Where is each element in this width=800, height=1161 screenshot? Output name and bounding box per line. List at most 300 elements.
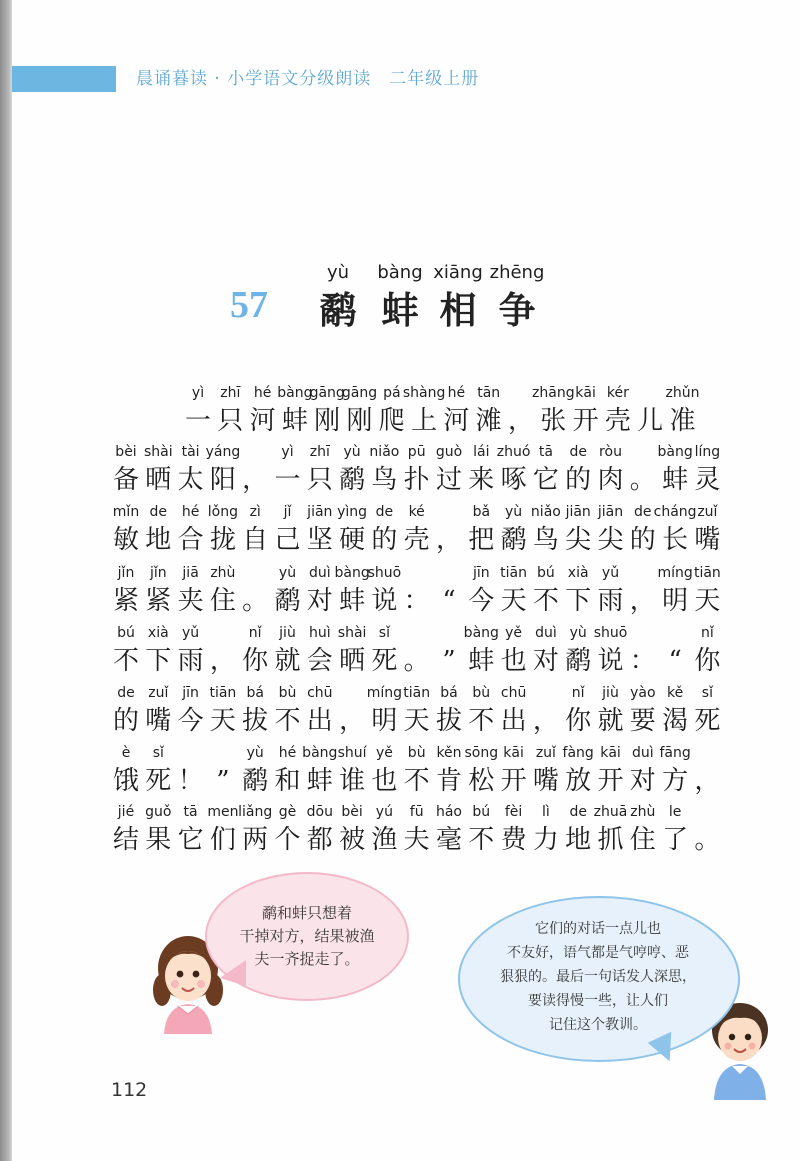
hanzi: 拔 (242, 706, 269, 736)
pinyin: sǐ (378, 625, 390, 641)
bubble-line: 狠狠的。最后一句话发人深思， (500, 969, 696, 985)
pinyin: háo (435, 804, 463, 820)
hanzi: 费 (500, 825, 527, 855)
hanzi-row (0, 403, 800, 439)
hanzi: 蚌 (306, 766, 333, 796)
hanzi: 蚌 (339, 586, 366, 616)
hanzi: 饿 (112, 766, 140, 796)
hanzi: 刚 (346, 406, 373, 436)
hanzi: 住 (629, 825, 656, 855)
hanzi: 和 (274, 766, 301, 796)
hanzi: 的 (112, 706, 140, 736)
hanzi: 己 (274, 525, 301, 555)
pinyin: hé (447, 385, 466, 401)
hanzi: 不 (274, 706, 301, 736)
hanzi: 了 (662, 825, 689, 855)
hanzi: 果 (145, 825, 172, 855)
hanzi: ： (629, 646, 656, 676)
hanzi-row (0, 763, 800, 799)
pinyin: bàng (463, 625, 499, 641)
pinyin: dōu (306, 804, 333, 820)
pinyin: niǎo (530, 504, 561, 520)
pinyin: chū (307, 685, 333, 701)
pinyin: huì (308, 625, 331, 641)
hanzi: 啄 (500, 465, 527, 495)
pinyin: guò (435, 444, 463, 460)
hanzi: 张 (540, 406, 567, 436)
hanzi: 鹬 (339, 465, 366, 495)
hanzi: ” (216, 766, 230, 796)
hanzi: 说 (597, 646, 624, 676)
text-line (0, 745, 800, 809)
hanzi: ， (629, 586, 656, 616)
hanzi: 蚌 (662, 465, 689, 495)
hanzi: 。 (403, 646, 430, 676)
pinyin: yú (375, 804, 393, 820)
hanzi: 死 (145, 766, 172, 796)
pinyin: zì (249, 504, 261, 520)
hanzi: 把 (468, 525, 495, 555)
pinyin: ròu (599, 444, 622, 460)
pinyin: jīn (472, 565, 490, 581)
header-accent-bar (12, 66, 116, 92)
hanzi: 毫 (435, 825, 463, 855)
pinyin: lái (473, 444, 490, 460)
hanzi: 一 (274, 465, 301, 495)
hanzi: 合 (177, 525, 204, 555)
pinyin: kāi (503, 745, 524, 761)
page-number: 112 (111, 1079, 148, 1101)
pinyin: sǐ (152, 745, 164, 761)
pinyin: zuǐ (697, 504, 718, 520)
pinyin: bù (278, 685, 297, 701)
hanzi: 地 (565, 825, 592, 855)
hanzi: 开 (572, 406, 599, 436)
pinyin-row (0, 385, 800, 405)
hanzi: 天 (694, 586, 721, 616)
hanzi: 要 (629, 706, 656, 736)
hanzi: 壳 (403, 525, 430, 555)
hanzi: 地 (145, 525, 172, 555)
hanzi: 扑 (403, 465, 430, 495)
bubble-line: 干掉对方，结果被渔 (239, 927, 375, 945)
pinyin: jiù (602, 685, 619, 701)
pinyin: zhǔn (665, 385, 700, 401)
hanzi: 紧 (145, 586, 172, 616)
series-title: 晨诵暮读 · 小学语文分级朗读 二年级上册 (136, 69, 480, 89)
pinyin: bù (407, 745, 426, 761)
pinyin: bèi (341, 804, 363, 820)
hanzi: 死 (694, 706, 721, 736)
hanzi: 鹬 (242, 766, 269, 796)
pinyin: hé (278, 745, 297, 761)
hanzi: 拢 (209, 525, 236, 555)
hanzi: 滩 (475, 406, 502, 436)
hanzi: 。 (629, 465, 656, 495)
pinyin: jiān (565, 504, 591, 520)
hanzi: 会 (306, 646, 333, 676)
hanzi: 太 (177, 465, 204, 495)
pinyin: shuí (337, 745, 367, 761)
title-character: 争 (498, 288, 536, 332)
pinyin: nǐ (571, 685, 585, 701)
hanzi: 开 (597, 766, 624, 796)
hanzi: 鸟 (532, 525, 559, 555)
pinyin: jiān (597, 504, 624, 520)
hanzi: 拔 (435, 706, 463, 736)
pinyin: nǐ (248, 625, 262, 641)
hanzi: 晒 (339, 646, 366, 676)
pinyin: niǎo (369, 444, 400, 460)
pinyin: de (569, 444, 587, 460)
hanzi: ” (442, 646, 456, 676)
hanzi: 出 (306, 706, 333, 736)
text-line (0, 565, 800, 629)
hanzi: ， (507, 406, 535, 436)
pinyin: liǎng (238, 804, 273, 820)
hanzi: 阳 (209, 465, 236, 495)
hanzi: 夫 (403, 825, 430, 855)
hanzi: 下 (565, 586, 592, 616)
pinyin: zhī (220, 385, 241, 401)
pinyin: lǒng (207, 504, 238, 520)
pinyin: duì (308, 565, 331, 581)
pinyin: zuǐ (535, 745, 556, 761)
pinyin: yě (505, 625, 523, 641)
hanzi: 只 (306, 465, 333, 495)
hanzi: ， (435, 525, 463, 555)
hanzi: 雨 (177, 646, 204, 676)
hanzi: 尖 (565, 525, 592, 555)
pinyin: kěn (436, 745, 462, 761)
hanzi: 紧 (112, 586, 140, 616)
hanzi: 天 (209, 706, 236, 736)
hanzi: 它 (177, 825, 204, 855)
hanzi: 也 (500, 646, 527, 676)
hanzi-row (0, 703, 800, 739)
hanzi: 鸟 (371, 465, 398, 495)
hanzi: 下 (145, 646, 172, 676)
pinyin: yù (505, 504, 523, 520)
hanzi: 放 (565, 766, 592, 796)
hanzi: 自 (242, 525, 269, 555)
pinyin: yìng (337, 504, 368, 520)
pinyin: pá (383, 385, 401, 401)
hanzi-row (0, 643, 800, 679)
pinyin: bàng (277, 385, 313, 401)
pinyin-row (0, 804, 800, 824)
hanzi: 对 (532, 646, 559, 676)
pinyin: gè (278, 804, 297, 820)
hanzi: 嘴 (145, 706, 172, 736)
hanzi: 爬 (378, 406, 405, 436)
pinyin: men (207, 804, 239, 820)
pinyin: mǐn (112, 504, 140, 520)
hanzi: 上 (411, 406, 438, 436)
hanzi: 你 (694, 646, 721, 676)
pinyin: yì (281, 444, 294, 460)
pinyin: fàng (562, 745, 594, 761)
hanzi: 肯 (435, 766, 463, 796)
pinyin: guǒ (145, 804, 172, 820)
hanzi: 夹 (177, 586, 204, 616)
bubble-line: 不友好，语气都是气哼哼、恶 (507, 945, 689, 961)
hanzi: 渴 (662, 706, 689, 736)
hanzi: 不 (468, 706, 495, 736)
hanzi: 儿 (637, 406, 664, 436)
hanzi: 敏 (112, 525, 140, 555)
text-line (0, 685, 800, 749)
bubble-line: 夫一齐捉走了。 (254, 950, 360, 968)
hanzi-row (0, 822, 800, 858)
pinyin: sǐ (701, 685, 713, 701)
bubble-line: 它们的对话一点儿也 (535, 921, 661, 937)
hanzi: 灵 (694, 465, 721, 495)
pinyin: bàng (302, 745, 338, 761)
hanzi: 过 (435, 465, 463, 495)
hanzi-row (0, 462, 800, 498)
pinyin-row (0, 504, 800, 524)
hanzi: 也 (371, 766, 398, 796)
title-character: 相 (439, 288, 477, 332)
lesson-title (0, 280, 800, 332)
pinyin: le (668, 804, 682, 820)
pinyin-row (0, 625, 800, 645)
hanzi: ， (209, 646, 236, 676)
pinyin: duì (535, 625, 557, 641)
hanzi: 结 (112, 825, 140, 855)
hanzi: 的 (565, 465, 592, 495)
hanzi: 来 (468, 465, 495, 495)
title-character: 蚌 (381, 288, 419, 332)
pinyin: pū (407, 444, 426, 460)
pinyin: cháng (653, 504, 697, 520)
hanzi: 两 (242, 825, 269, 855)
hanzi: 不 (112, 646, 140, 676)
hanzi: ， (694, 766, 721, 796)
pinyin: bú (537, 565, 555, 581)
pinyin: jiā (182, 565, 199, 581)
hanzi: 不 (403, 766, 430, 796)
hanzi: 被 (339, 825, 366, 855)
hanzi: 一 (184, 406, 212, 436)
hanzi: 力 (532, 825, 559, 855)
title-pinyin: bàng (377, 262, 423, 283)
pinyin: shài (143, 444, 173, 460)
pinyin: tiān (403, 685, 431, 701)
hanzi: 准 (669, 406, 696, 436)
text-line (0, 504, 800, 568)
hanzi: 鹬 (565, 646, 592, 676)
hanzi: 河 (443, 406, 470, 436)
pinyin: hé (253, 385, 272, 401)
hanzi: 蚌 (281, 406, 308, 436)
pinyin: xià (567, 565, 589, 581)
pinyin: shài (337, 625, 367, 641)
hanzi: 说 (371, 586, 398, 616)
hanzi: 雨 (597, 586, 624, 616)
pinyin: tài (181, 444, 200, 460)
pinyin: gāng (309, 385, 345, 401)
hanzi: 壳 (604, 406, 631, 436)
pinyin: yě (375, 745, 393, 761)
pinyin: tān (477, 385, 501, 401)
hanzi: 晒 (145, 465, 172, 495)
text-line (0, 804, 800, 868)
pinyin: duì (631, 745, 654, 761)
pinyin: bèi (115, 444, 137, 460)
hanzi: 蚌 (468, 646, 495, 676)
pinyin: nǐ (701, 625, 714, 641)
pinyin: kér (606, 385, 629, 401)
pinyin: tā (538, 444, 553, 460)
pinyin: de (117, 685, 135, 701)
pinyin: yào (630, 685, 656, 701)
pinyin-row (0, 565, 800, 585)
hanzi: 它 (532, 465, 559, 495)
pinyin: shàng (402, 385, 446, 401)
hanzi: ， (242, 465, 269, 495)
hanzi: 长 (662, 525, 689, 555)
pinyin: tiān (209, 685, 237, 701)
pinyin: gāng (341, 385, 378, 401)
pinyin-row (0, 685, 800, 705)
pinyin: yù (343, 444, 361, 460)
hanzi: ， (532, 706, 559, 736)
pinyin: yì (191, 385, 205, 401)
hanzi: 明 (662, 586, 689, 616)
hanzi: 开 (500, 766, 527, 796)
pinyin: zuǐ (148, 685, 169, 701)
pinyin: yǔ (182, 625, 200, 641)
pinyin: kāi (575, 385, 596, 401)
hanzi: 嘴 (694, 525, 721, 555)
pinyin: bá (246, 685, 264, 701)
text-line (0, 385, 800, 449)
pinyin: fū (409, 804, 424, 820)
pinyin: de (375, 504, 394, 520)
lesson-number: 57 (230, 284, 268, 326)
pinyin: bù (472, 685, 491, 701)
hanzi: 就 (597, 706, 624, 736)
hanzi: ： (403, 586, 430, 616)
hanzi: 今 (468, 586, 495, 616)
hanzi: ！ (177, 766, 204, 796)
bubble-line: 记住这个教训。 (549, 1017, 647, 1033)
pinyin: è (121, 745, 131, 761)
hanzi: 坚 (306, 525, 333, 555)
pinyin: fāng (659, 745, 691, 761)
pinyin: míng (366, 685, 403, 701)
hanzi: 明 (371, 706, 398, 736)
pinyin: jǐn (117, 565, 135, 581)
hanzi: “ (442, 586, 456, 616)
pinyin: shuō (593, 625, 628, 641)
hanzi: ， (339, 706, 366, 736)
pinyin: zhuó (496, 444, 531, 460)
hanzi: 谁 (339, 766, 366, 796)
hanzi: 你 (565, 706, 592, 736)
pinyin: míng (657, 565, 693, 581)
text-line (0, 625, 800, 689)
pinyin: kāi (600, 745, 621, 761)
hanzi: 对 (306, 586, 333, 616)
title-pinyin: yù (326, 262, 350, 283)
pinyin: fèi (504, 804, 523, 820)
pinyin: de (634, 504, 652, 520)
hanzi: 尖 (597, 525, 624, 555)
pinyin: yù (246, 745, 264, 761)
bubble-line: 鹬和蚌只想着 (261, 904, 352, 922)
title-pinyin: xiāng (433, 262, 483, 283)
hanzi: 天 (500, 586, 527, 616)
pinyin: bú (117, 625, 135, 641)
pinyin: yù (278, 565, 297, 581)
pinyin: kě (666, 685, 684, 701)
hanzi: 对 (629, 766, 656, 796)
hanzi: 肉 (597, 465, 624, 495)
pinyin: zhī (309, 444, 330, 460)
pinyin: jīn (182, 685, 199, 701)
hanzi: 们 (209, 825, 236, 855)
pinyin: tiān (693, 565, 721, 581)
hanzi: 。 (694, 825, 721, 855)
hanzi: 鹬 (274, 586, 301, 616)
hanzi: 住 (209, 586, 236, 616)
pinyin: zhuā (593, 804, 628, 820)
hanzi: 不 (468, 825, 495, 855)
pinyin: shuō (367, 565, 402, 581)
pinyin: sōng (464, 745, 499, 761)
hanzi: 抓 (597, 825, 624, 855)
pinyin: de (569, 804, 587, 820)
hanzi: 渔 (371, 825, 398, 855)
hanzi: 天 (403, 706, 430, 736)
pinyin: bǎ (472, 504, 491, 520)
hanzi: 只 (217, 406, 244, 436)
pinyin-row (0, 444, 800, 464)
pinyin: chū (500, 685, 527, 701)
hanzi: 嘴 (532, 766, 559, 796)
pinyin: tā (183, 804, 198, 820)
pinyin: bàng (657, 444, 693, 460)
pinyin: bàng (334, 565, 370, 581)
pinyin: jǐ (283, 504, 292, 520)
pinyin: jiù (279, 625, 296, 641)
hanzi: 松 (468, 766, 495, 796)
hanzi: 刚 (314, 406, 341, 436)
pinyin: hé (181, 504, 200, 520)
hanzi: 方 (662, 766, 689, 796)
pinyin: yáng (205, 444, 241, 460)
pinyin: bá (440, 685, 458, 701)
pinyin: yǔ (601, 565, 620, 581)
pinyin: de (149, 504, 168, 520)
bubble-line: 要读得慢一些，让人们 (528, 993, 668, 1009)
hanzi-row (0, 583, 800, 619)
hanzi: 。 (242, 586, 269, 616)
hanzi: 备 (112, 465, 140, 495)
hanzi: 出 (500, 706, 527, 736)
hanzi: 鹬 (500, 525, 527, 555)
hanzi: 都 (306, 825, 333, 855)
pinyin: ké (408, 504, 425, 520)
text-line (0, 444, 800, 508)
pinyin: lì (542, 804, 550, 820)
pinyin: zhāng (532, 385, 575, 401)
hanzi-row (0, 522, 800, 558)
hanzi: 就 (274, 646, 301, 676)
